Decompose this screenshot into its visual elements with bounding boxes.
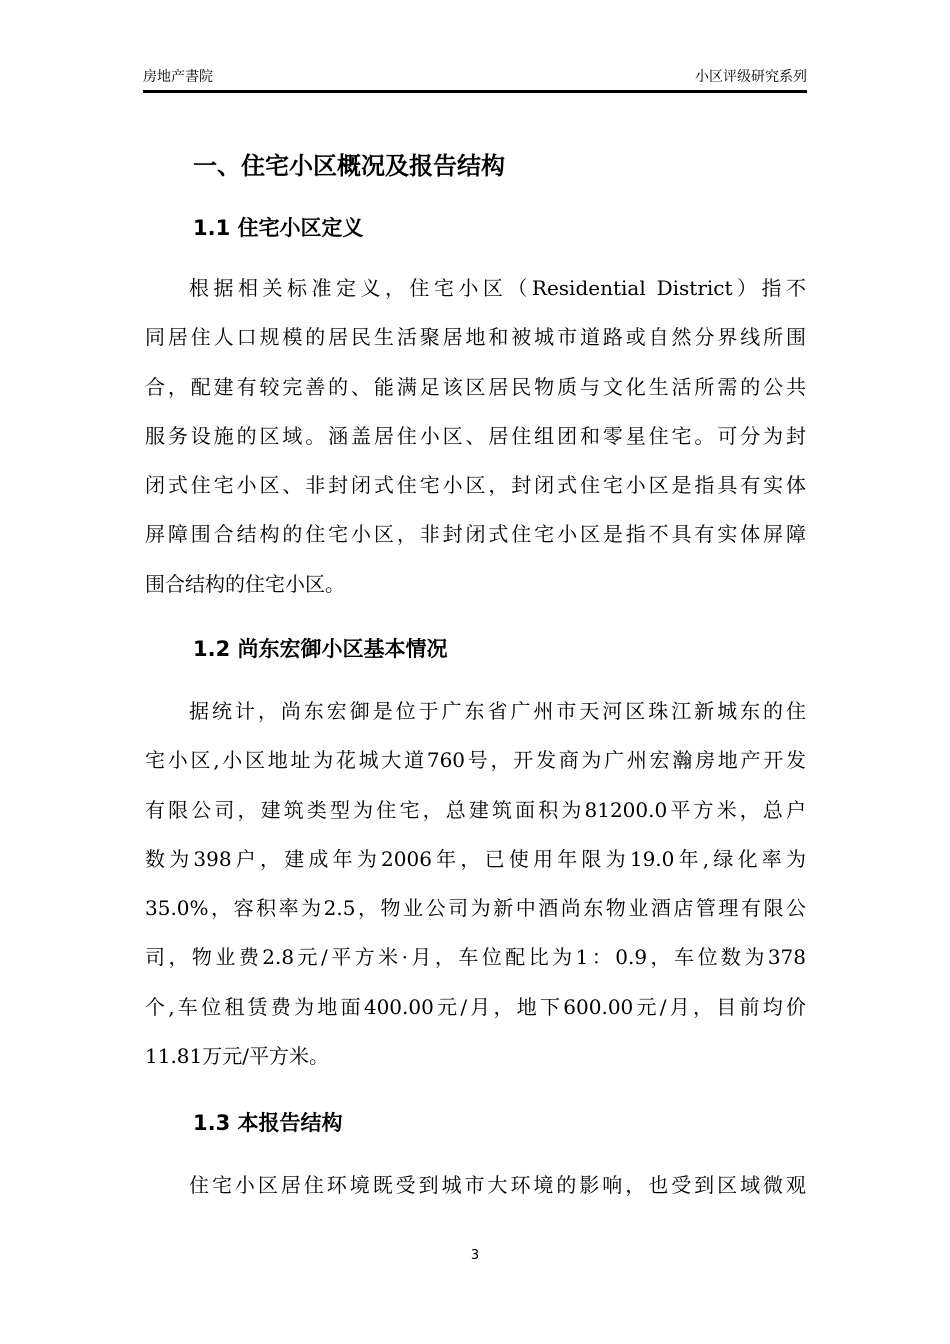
section-heading-1-3: 1.3 本报告结构	[193, 1111, 343, 1135]
section-heading-1-2: 1.2 尚东宏御小区基本情况	[193, 637, 448, 661]
text-line: 数为398户，建成年为2006年，已使用年限为19.0年,绿化率为	[145, 846, 806, 871]
text-line: 同居住人口规模的居民生活聚居地和被城市道路或自然分界线所围	[145, 325, 806, 350]
paragraph-report-structure	[145, 1161, 806, 1210]
text-line: 住宅小区居住环境既受到城市大环境的影响，也受到区域微观	[189, 1173, 806, 1197]
text-line: 服务设施的区域。涵盖居住小区、居住组团和零星住宅。可分为封	[145, 423, 806, 448]
text-line: 35.0%，容积率为2.5，物业公司为新中酒尚东物业酒店管理有限公	[145, 896, 806, 921]
page-number: 3	[470, 1248, 480, 1263]
text-line: 有限公司，建筑类型为住宅，总建筑面积为81200.0平方米，总户	[145, 797, 806, 822]
header-left-title: 房地产書院	[143, 69, 213, 85]
chapter-heading: 一、住宅小区概况及报告结构	[193, 152, 505, 180]
text-line: 据统计，尚东宏御是位于广东省广州市天河区珠江新城东的住	[189, 699, 806, 723]
text-line: 11.81万元/平方米。	[145, 1044, 329, 1069]
text-line: 屏障围合结构的住宅小区，非封闭式住宅小区是指不具有实体屏障	[145, 522, 806, 547]
paragraph-basic-info	[145, 687, 806, 1081]
text-line: 根据相关标准定义，住宅小区（Residential District）指不	[189, 276, 806, 300]
header-right-title: 小区评级研究系列	[695, 69, 807, 85]
text-line: 合，配建有较完善的、能满足该区居民物质与文化生活所需的公共	[145, 374, 806, 399]
text-line: 围合结构的住宅小区。	[145, 571, 345, 596]
section-heading-1-1: 1.1 住宅小区定义	[193, 216, 364, 240]
text-line: 个,车位租赁费为地面400.00元/月，地下600.00元/月，目前均价	[145, 994, 806, 1019]
text-line: 宅小区,小区地址为花城大道760号，开发商为广州宏瀚房地产开发	[145, 748, 806, 773]
header-rule	[143, 90, 807, 93]
text-line: 闭式住宅小区、非封闭式住宅小区，封闭式住宅小区是指具有实体	[145, 473, 806, 498]
paragraph-definition	[145, 264, 806, 609]
text-line: 司，物业费2.8元/平方米·月，车位配比为1：0.9，车位数为378	[145, 945, 806, 970]
